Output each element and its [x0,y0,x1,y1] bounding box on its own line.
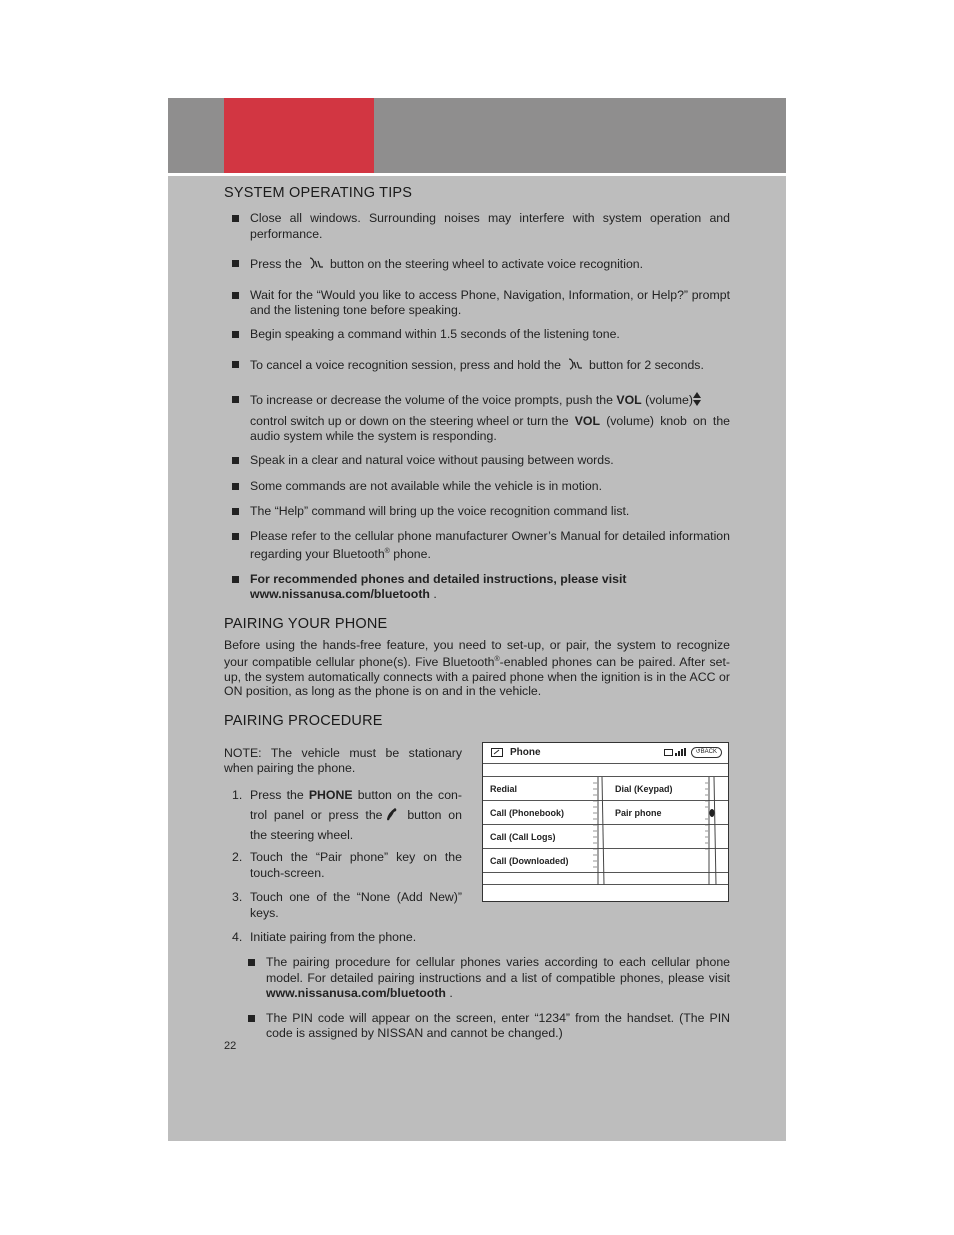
step-number: 3. [232,890,243,905]
tip-text: (volume) knob on the audio system while the system is responding. [250,413,730,444]
pairing-paragraph [224,638,730,699]
tip-text: (volume) [645,393,693,408]
screen-divider [483,872,728,873]
tip-text: Please refer to the cellular phone manufacturer Owner’s Manual for detailed information regarding your Bluetooth [250,528,730,562]
section-heading-pairing-procedure: PAIRING PROCEDURE [224,713,383,730]
back-label: BACK [700,749,717,756]
screen-status-icons [664,747,722,758]
registered-mark: ® [384,548,390,556]
list-item [224,392,730,444]
list-item: Speak in a clear and natural voice without pausing between words. [224,453,730,468]
tip-text: To increase or decrease the volume of the voice prompts, push the [250,393,613,408]
phone-handset-icon [386,807,398,822]
menu-item-call-logs[interactable]: Call (Call Logs) [490,832,556,842]
menu-item-call-downloaded[interactable]: Call (Downloaded) [490,856,569,866]
note-text: The pairing procedure for cellular phones varies according to each cellular phone model. For detailed pairing instructions and a list of compatible phones, please visit [266,955,730,985]
vol-label: VOL [574,413,600,428]
screen-divider [483,824,728,825]
menu-item-call-phonebook[interactable]: Call (Phonebook) [490,808,564,818]
step-text: Touch one of the “None (Add New)” keys. [250,890,462,920]
bluetooth-url-note: For recommended phones and detailed instructions, please visit www.nissanusa.com/bluetooth [250,571,627,601]
list-item: The “Help” command will bring up the voice recognition command list. [224,504,730,519]
paragraph-text: Before using the hands-free feature, you need to set-up, or pair, the system to recognize your compatible cellular phone(s). Five Bluetooth [224,637,730,669]
tip-text: To cancel a voice recognition session, press and hold the [250,357,562,372]
screen-divider [483,848,728,849]
bluetooth-url: www.nissanusa.com/bluetooth [266,986,446,1001]
phone-menu-icon [491,748,503,757]
phone-screen-illustration [482,742,729,902]
list-item: Close all windows. Surrounding noises may interfere with system operation and performance. [224,211,730,242]
paragraph-text: -enabled phones can be paired. After set-up, the system automatically connects with a paired phone when the ignition is in the ACC or ON position, as long as the phone is on and in the vehicle. [224,654,730,699]
manual-page [168,98,786,1141]
menu-item-dial-keypad[interactable]: Dial (Keypad) [615,784,673,794]
pairing-notes-list [224,955,730,1041]
menu-item-redial[interactable]: Redial [490,784,518,794]
phone-button-label: PHONE [308,788,353,803]
list-item [224,850,462,881]
tip-text: control switch up or down on the steering wheel or turn the [250,413,569,428]
list-item [224,572,730,603]
section-heading-operating-tips: SYSTEM OPERATING TIPS [224,185,413,201]
list-item [224,890,462,921]
step-text: Press the [250,788,304,803]
header-accent-block [224,98,374,173]
list-item [240,955,730,1001]
tip-text: . [433,587,437,601]
list-item [224,256,730,272]
voice-talk-icon [307,256,325,270]
list-item [224,785,462,845]
registered-mark: ® [494,655,500,663]
steps-list [224,785,462,921]
list-item: Begin speaking a command within 1.5 seconds of the listening tone. [224,327,730,342]
step-number: 4. [232,929,243,944]
screen-divider [483,800,728,801]
step-text: Touch the “Pair phone” key on the touch-screen. [250,850,462,880]
tip-text: phone. [393,547,431,562]
step-number: 1. [232,788,243,803]
tips-list [224,211,730,602]
screen-title: Phone [510,747,541,758]
step-text: Initiate pairing from the phone. [250,929,417,944]
section-heading-pairing-phone: PAIRING YOUR PHONE [224,616,388,633]
tip-text: button on the steering wheel to activate voice recognition. [329,257,644,272]
list-item: The PIN code will appear on the screen, enter “1234” from the handset. (The PIN code is assigned by NISSAN and cannot be changed.) [240,1011,730,1042]
step-number: 2. [232,850,243,865]
tip-text: Press the [250,257,302,272]
tip-text: button for 2 seconds. [589,357,704,372]
page-content [224,186,730,1041]
vol-label: VOL [616,393,642,408]
up-down-arrows-icon [693,392,701,406]
list-item [224,930,730,945]
menu-item-pair-phone[interactable]: Pair phone [615,808,662,818]
steps-list-continued [224,930,730,945]
list-item: Wait for the “Would you like to access Phone, Navigation, Information, or Help?” prompt and the listening tone before speaking. [224,288,730,319]
list-item: Some commands are not available while the vehicle is in motion. [224,479,730,494]
screen-divider [483,776,728,777]
voice-talk-icon [566,357,584,371]
back-button[interactable] [691,747,722,758]
step-text: button on the con-trol panel or press the [250,788,462,823]
list-item [224,529,730,563]
left-scroll-indicator[interactable] [591,777,605,887]
list-item [224,357,730,373]
signal-strength-icon [664,748,688,757]
screen-divider [483,884,728,885]
procedure-column [224,746,462,921]
back-arrow-icon: ↺ [695,749,701,756]
step-text: button on the steering wheel. [250,808,462,843]
right-scroll-indicator[interactable] [704,777,718,887]
page-number: 22 [224,1040,237,1052]
note-text: . [449,986,453,1001]
screen-divider [483,763,728,764]
note-text: NOTE: The vehicle must be stationary when pairing the phone. [224,745,462,775]
header-divider [168,173,786,176]
